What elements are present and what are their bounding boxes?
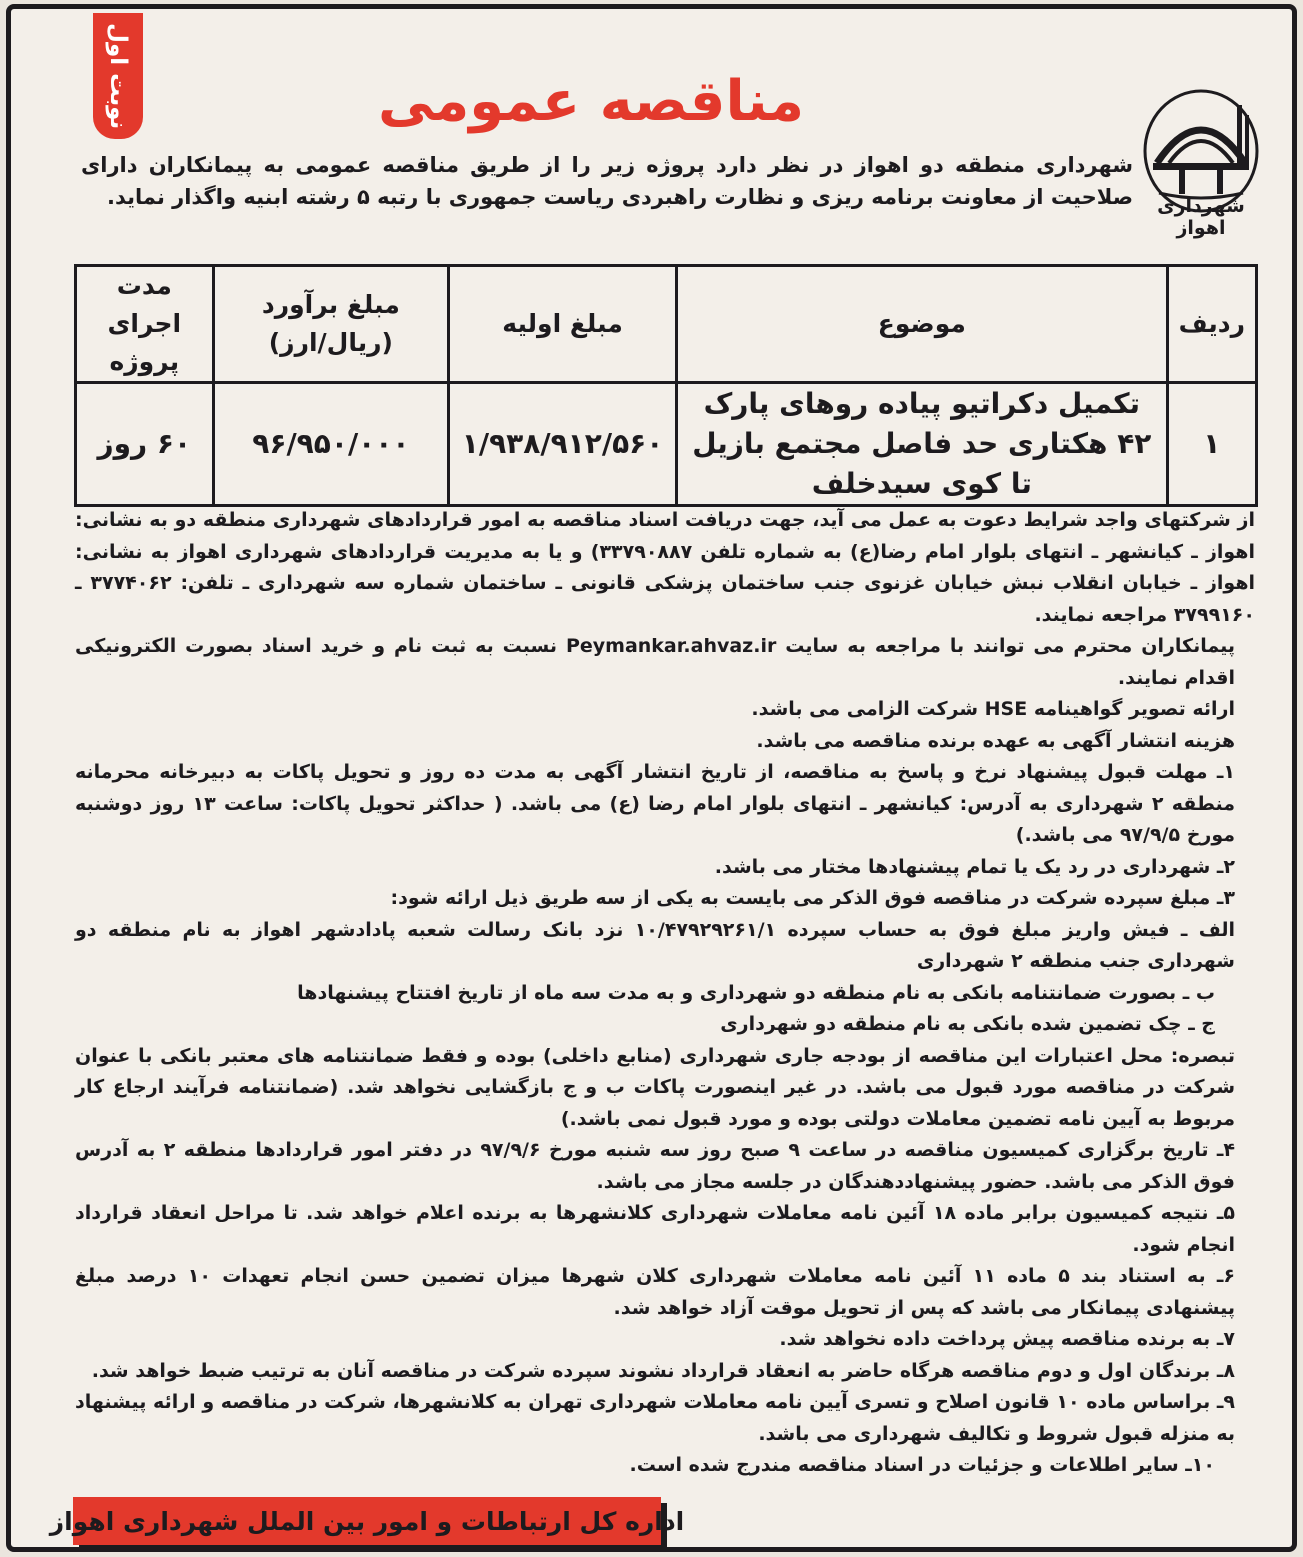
website-note: پیمانکاران محترم می توانند با مراجعه به سایت Peymankar.ahvaz.ir نسبت به ثبت نام و خرید اسناد بصورت الکترونیکی اقدام نمایند. xyxy=(75,635,1236,689)
clause-7: ۷ـ به برنده مناقصه پیش پرداخت داده نخواهد شد. xyxy=(779,1328,1235,1350)
table-row xyxy=(76,383,1257,506)
publisher-banner xyxy=(49,1497,685,1545)
project-table xyxy=(74,264,1258,507)
clause-8: ۸ـ برندگان اول و دوم مناقصه هرگاه حاضر به انعقاد قرارداد نشوند سپرده شرکت در مناقصه آنان به ترتیب ضبط خواهد شد. xyxy=(91,1359,1235,1382)
issue-badge xyxy=(93,13,143,139)
clause-3-option-a: الف ـ فیش واریز مبلغ فوق به حساب سپرده ۱۰/۴۷۹۲۹۲۶۱/۱ نزد بانک رسالت شعبه پادادشهر اهواز به نام منطقه دو شهرداری جنب منطقه ۲ شهرداری xyxy=(75,918,1235,972)
conditions-body xyxy=(75,505,1255,1482)
intro-paragraph: شهرداری منطقه دو اهواز در نظر دارد پروژه زیر را از طریق مناقصه عمومی به پیمانکاران دارای صلاحیت از معاونت برنامه ریزی و نظارت راهبردی ریاست جمهوری با رتبه ۵ رشته ابنیه واگذار نماید. xyxy=(81,153,1133,209)
cell-subject: تکمیل دکراتیو پیاده روهای پارک ۴۲ هکتاری حد فاصل مجتمع بازیل تا کوی سیدخلف xyxy=(677,383,1168,506)
clause-1: ۱ـ مهلت قبول پیشنهاد نرخ و پاسخ به مناقصه، از تاریخ انتشار آگهی به مدت ده روز و تحویل پاکات به دبیرخانه محرمانه منطقه ۲ شهرداری به آدرس: کیانشهر ـ انتهای بلوار امام رضا (ع) می باشد. ( حداکثر تحویل پاکات: ساعت ۱۳ روز دوشنبه مورخ ۹۷/۹/۵ می باشد.) xyxy=(75,761,1235,846)
cell-row-number: ۱ xyxy=(1167,383,1256,506)
clause-4: ۴ـ تاریخ برگزاری کمیسیون مناقصه در ساعت ۹ صبح روز سه شنبه مورخ ۹۷/۹/۶ در دفتر امور قراردادها منطقه ۲ به آدرس فوق الذکر می باشد. حضور پیشنهاددهندگان در جلسه مجاز می باشد. xyxy=(75,1139,1235,1193)
clause-5: ۵ـ نتیجه کمیسیون برابر ماده ۱۸ آئین نامه معاملات شهرداری کلانشهرها به برنده اعلام خواهد شد. تا مراحل انعقاد قرارداد انجام شود. xyxy=(75,1202,1235,1256)
header-row-number: ردیف xyxy=(1167,266,1256,383)
tender-notice xyxy=(6,4,1297,1552)
clause-3: ۳ـ مبلغ سپرده شرکت در مناقصه فوق الذکر می بایست به یکی از سه طریق ذیل ارائه شود: xyxy=(390,887,1235,909)
clause-10: ۱۰ـ سایر اطلاعات و جزئیات در اسناد مناقصه مندرج شده است. xyxy=(629,1454,1215,1476)
header-subject: موضوع xyxy=(677,266,1168,383)
header-estimated-amount: مبلغ برآورد (ریال/ارز) xyxy=(213,266,448,383)
issue-badge-label: نوبت اول xyxy=(105,22,131,130)
cell-initial-amount: ۱/۹۳۸/۹۱۲/۵۶۰ xyxy=(449,383,677,506)
cell-duration: ۶۰ روز xyxy=(76,383,214,506)
publisher-label: اداره کل ارتباطات و امور بین الملل شهرداری اهواز xyxy=(49,1506,685,1536)
header-initial-amount: مبلغ اولیه xyxy=(449,266,677,383)
header-duration: مدت اجرای پروژه xyxy=(76,266,214,383)
invitation-paragraph: از شرکتهای واجد شرایط دعوت به عمل می آید، جهت دریافت اسناد مناقصه به امور قراردادهای شهرداری منطقه دو به نشانی: اهواز ـ کیانشهر ـ انتهای بلوار امام رضا(ع) به شماره تلفن ۳۳۷۹۰۸۸۷) و یا به مدیریت قراردادهای شهرداری اهواز به نشانی: اهواز ـ خیابان انقلاب نبش خیابان غزنوی جنب ساختمان پزشکی قانونی ـ ساختمان شماره سه شهرداری ـ تلفن: ۳۷۷۴۰۶۲ ـ ۳۷۹۹۱۶۰ مراجعه نمایند. xyxy=(75,509,1256,626)
logo-caption: شهرداری اهواز xyxy=(1157,195,1245,239)
clause-2: ۲ـ شهرداری در رد یک یا تمام پیشنهادها مختار می باشد. xyxy=(714,855,1235,878)
cell-estimated-amount: ۹۶/۹۵۰/۰۰۰ xyxy=(213,383,448,506)
note-paragraph: تبصره: محل اعتبارات این مناقصه از بودجه جاری شهرداری (منابع داخلی) بوده و فقط ضمانتنامه های معتبر بانکی با عنوان شرکت در مناقصه مورد قبول می باشد. در غیر اینصورت پاکات ب و ج بازگشایی نخواهد شد. (ضمانتنامه فرآیند ارجاع کار مربوط به آیین نامه تضمین معاملات دولتی بوده و مورد قبول نمی باشد.) xyxy=(75,1044,1235,1130)
clause-6: ۶ـ به استناد بند ۵ ماده ۱۱ آئین نامه معاملات شهرداری کلان شهرها میزان تضمین حسن انجام تعهدات ۱۰ درصد مبلغ پیشنهادی پیمانکار می باشد که پس از تحویل موقت آزاد خواهد شد. xyxy=(75,1265,1235,1319)
table-header-row xyxy=(76,266,1257,383)
notice-title: مناقصه عمومی xyxy=(377,69,805,134)
clause-9: ۹ـ براساس ماده ۱۰ قانون اصلاح و تسری آیین نامه معاملات شهرداری تهران به کلانشهرها، شرکت در مناقصه و ارائه پیشنهاد به منزله قبول شروط و تکالیف شهرداری می باشد. xyxy=(75,1391,1235,1445)
clause-3-option-b: ب ـ بصورت ضمانتنامه بانکی به نام منطقه دو شهرداری و به مدت سه ماه از تاریخ افتتاح پیشنهادها xyxy=(297,981,1215,1004)
publication-cost-note: هزینه انتشار آگهی به عهده برنده مناقصه می باشد. xyxy=(756,729,1235,752)
clause-3-option-c: ج ـ چک تضمین شده بانکی به نام منطقه دو شهرداری xyxy=(720,1013,1215,1035)
hse-note: ارائه تصویر گواهینامه HSE شرکت الزامی می باشد. xyxy=(751,698,1235,720)
